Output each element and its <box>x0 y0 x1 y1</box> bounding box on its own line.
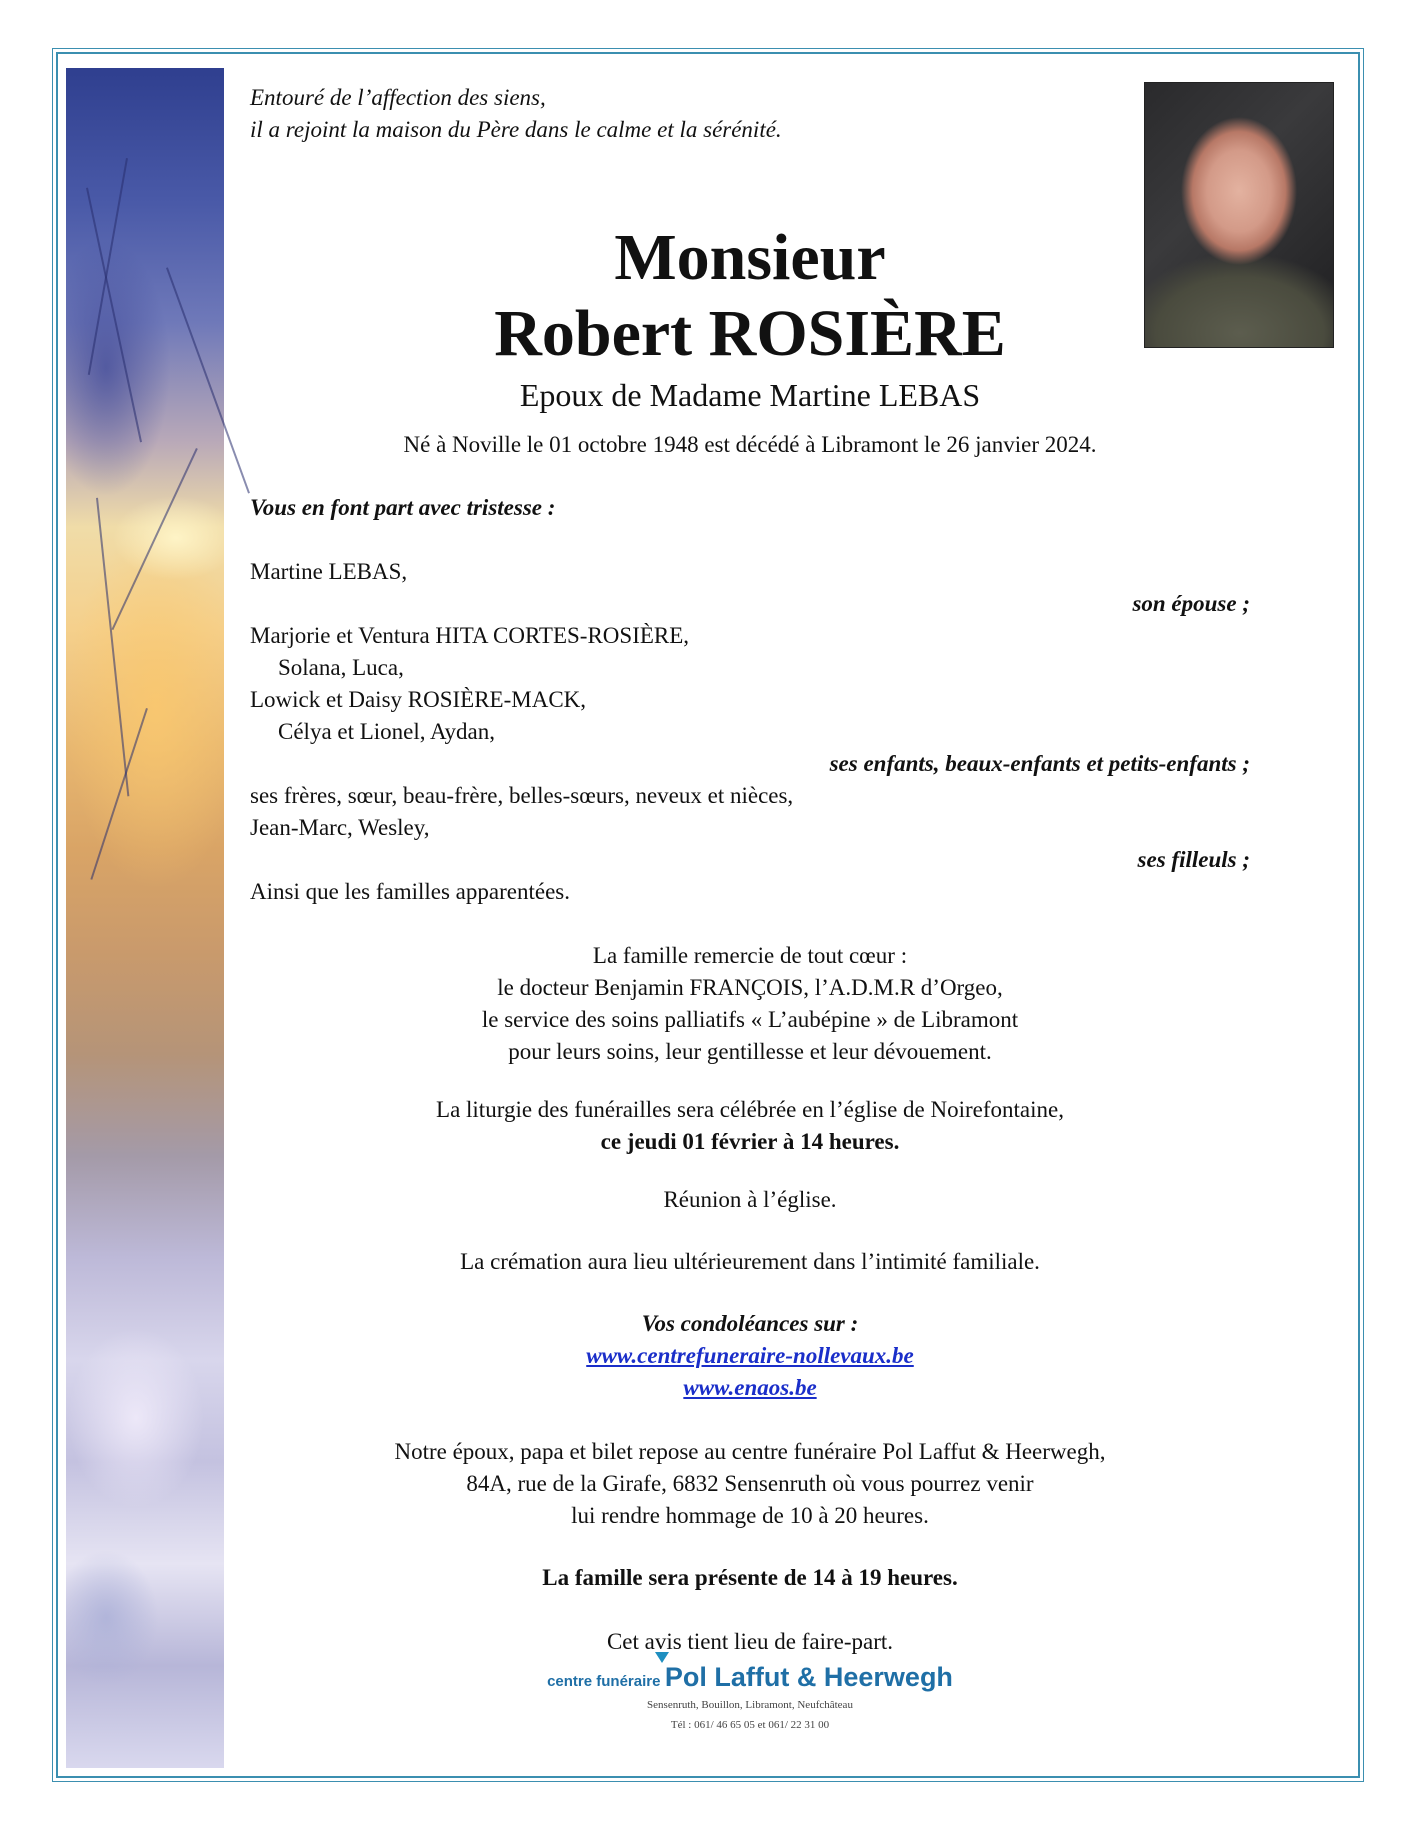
rest-line-1: Notre époux, papa et bilet repose au centre funéraire Pol Laffut & Heerwegh, <box>394 1439 1106 1464</box>
logo-locations: Sensenruth, Bouillon, Libramont, Neufchâteau <box>647 1699 853 1711</box>
condolences-link-2[interactable]: www.enaos.be <box>683 1375 817 1400</box>
funeral-block <box>250 1094 1250 1158</box>
thanks-line-4: pour leurs soins, leur gentillesse et leur dévouement. <box>508 1039 992 1064</box>
rest-block <box>250 1436 1250 1532</box>
child-line-2: Solana, Luca, <box>278 655 404 680</box>
spouse-role: son épouse ; <box>1132 591 1250 616</box>
spouse-name: Martine LEBAS, <box>250 559 408 584</box>
children-list <box>250 620 1250 748</box>
godchildren-line: Jean-Marc, Wesley, <box>250 815 430 840</box>
cremation-line: La crémation aura lieu ultérieurement dans l’intimité familiale. <box>460 1249 1040 1274</box>
dates-line: Né à Noville le 01 octobre 1948 est décédé à Libramont le 26 janvier 2024. <box>403 432 1097 457</box>
intro-text <box>250 82 1050 146</box>
children-role: ses enfants, beaux-enfants et petits-enfants ; <box>829 751 1250 776</box>
logo-phone: Tél : 061/ 46 65 05 et 061/ 22 31 00 <box>670 1719 830 1731</box>
intro-line-2: il a rejoint la maison du Père dans le calme et la sérénité. <box>250 117 782 142</box>
presence-line: La famille sera présente de 14 à 19 heures. <box>542 1565 958 1590</box>
meeting-line: Réunion à l’église. <box>663 1187 837 1212</box>
thanks-line-2: le docteur Benjamin FRANÇOIS, l’A.D.M.R d’Orgeo, <box>497 975 1003 1000</box>
funeral-line-2: ce jeudi 01 février à 14 heures. <box>600 1129 900 1154</box>
closing-line: Cet avis tient lieu de faire-part. <box>606 1629 894 1654</box>
rest-line-2: 84A, rue de la Girafe, 6832 Sensenruth où vous pourrez venir <box>466 1471 1034 1496</box>
siblings-line: ses frères, sœur, beau-frère, belles-sœurs, neveux et nièces, <box>250 783 794 808</box>
child-line-4: Célya et Lionel, Aydan, <box>278 719 495 744</box>
title-line-1: Monsieur <box>614 221 886 294</box>
condolences-heading: Vos condoléances sur : <box>641 1311 859 1336</box>
logo-name: Pol Laffut & Heerwegh <box>664 1662 953 1692</box>
funeral-home-logo <box>250 1662 1250 1731</box>
winter-landscape-image <box>66 68 224 1768</box>
intro-line-1: Entouré de l’affection des siens, <box>250 85 546 110</box>
logo-marker-icon <box>655 1652 669 1663</box>
rest-line-3: lui rendre hommage de 10 à 20 heures. <box>571 1503 929 1528</box>
logo-prefix: centre funéraire <box>547 1673 661 1690</box>
thanks-line-3: le service des soins palliatifs « L’aubépine » de Libramont <box>481 1007 1019 1032</box>
godchildren-role: ses filleuls ; <box>1137 847 1250 872</box>
condolences-block <box>250 1308 1250 1404</box>
related-families: Ainsi que les familles apparentées. <box>250 879 570 904</box>
child-line-3: Lowick et Daisy ROSIÈRE-MACK, <box>250 687 587 712</box>
spouse-line: Epoux de Madame Martine LEBAS <box>519 377 981 413</box>
family-heading: Vous en font part avec tristesse : <box>250 495 556 520</box>
thanks-block <box>250 940 1250 1068</box>
child-line-1: Marjorie et Ventura HITA CORTES-ROSIÈRE, <box>250 623 690 648</box>
condolences-link-1[interactable]: www.centrefuneraire-nollevaux.be <box>586 1343 914 1368</box>
title-line-2: Robert ROSIÈRE <box>494 297 1006 370</box>
funeral-line-1: La liturgie des funérailles sera célébrée en l’église de Noirefontaine, <box>436 1097 1064 1122</box>
thanks-line-1: La famille remercie de tout cœur : <box>592 943 908 968</box>
